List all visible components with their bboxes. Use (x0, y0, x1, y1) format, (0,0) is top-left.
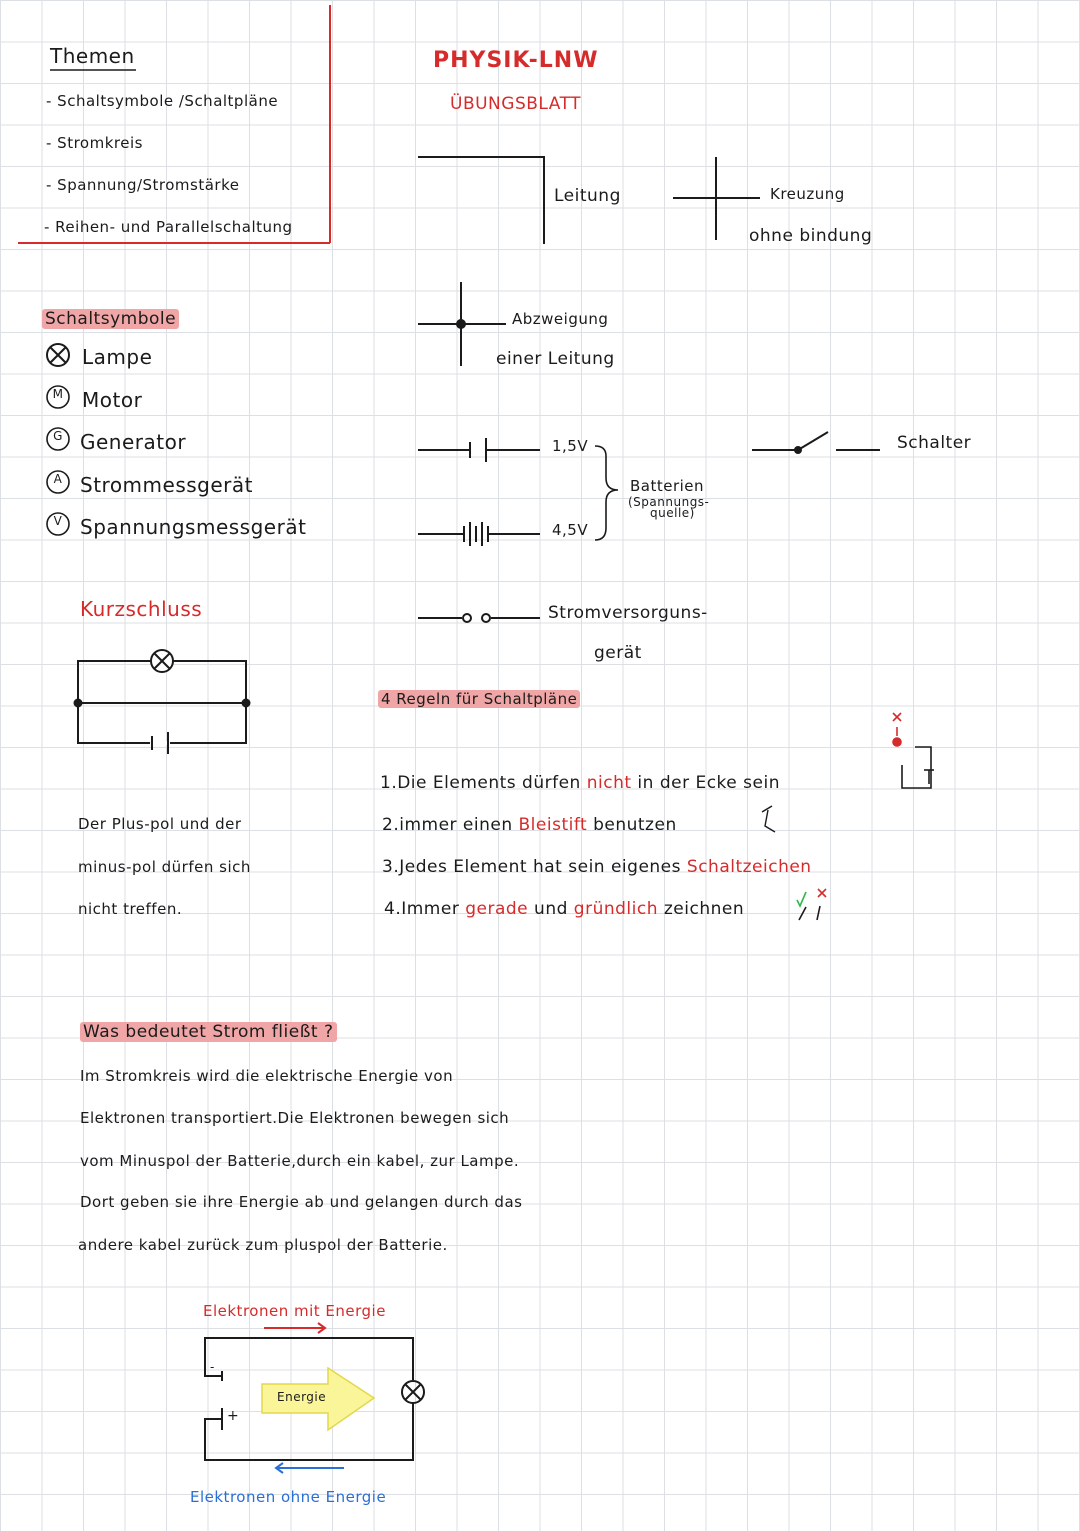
regel-2: 2.immer einen Bleistift benutzen (382, 815, 677, 835)
leitung-label: Leitung (554, 186, 621, 206)
kreuzung-symbol (673, 157, 760, 240)
kurzschluss-heading: Kurzschluss (80, 597, 203, 621)
batterien-note-2: quelle) (650, 506, 695, 520)
themen-item-3: - Spannung/Stromstärke (46, 176, 240, 194)
red-flow-arrow (264, 1323, 325, 1333)
lampe-symbol-icon (47, 344, 69, 366)
themen-heading: Themen (50, 44, 135, 68)
energie-label: Energie (277, 1390, 327, 1404)
corner-example-icon (902, 747, 934, 788)
battery-plus-sign: + (227, 1408, 240, 1424)
pencil-icon (762, 806, 775, 832)
schaltsymbole-heading: Schaltsymbole (42, 309, 179, 329)
ohne-bindung-label: ohne bindung (749, 226, 873, 246)
stromversorgung-label-1: Stromversorguns- (548, 603, 708, 623)
kurzschluss-circuit (75, 650, 250, 754)
kurzschluss-text-3: nicht treffen. (78, 900, 183, 918)
page-title: PHYSIK-LNW (433, 48, 599, 73)
regel-3: 3.Jedes Element hat sein eigenes Schaltzeichen (382, 857, 812, 877)
stromversorgung-symbol (418, 614, 540, 622)
einer-leitung-label: einer Leitung (496, 349, 615, 369)
motor-label: Motor (82, 388, 143, 412)
batterien-note-1: (Spannungs- (628, 495, 710, 509)
corner-example-marks (893, 713, 901, 746)
regel-1: 1.Die Elements dürfen nicht in der Ecke sein (380, 773, 780, 793)
check-cross-marks (797, 889, 826, 920)
battery-voltage-1: 1,5V (552, 437, 589, 455)
strom-line-5: andere kabel zurück zum pluspol der Batterie. (78, 1236, 448, 1254)
generator-letter: G (53, 429, 63, 443)
generator-label: Generator (80, 430, 187, 454)
motor-letter: M (52, 387, 64, 401)
kreuzung-label: Kreuzung (770, 185, 845, 203)
diagram-top-label: Elektronen mit Energie (203, 1302, 386, 1320)
themen-item-2: - Stromkreis (46, 134, 143, 152)
spannungsmessgeraet-label: Spannungsmessgerät (80, 515, 307, 539)
diagram-bottom-label: Elektronen ohne Energie (190, 1488, 387, 1506)
strom-line-4: Dort geben sie ihre Energie ab und gelangen durch das (80, 1193, 523, 1211)
regel-4: 4.Immer gerade und gründlich zeichnen (384, 899, 745, 919)
kurzschluss-text-2: minus-pol dürfen sich (78, 858, 251, 876)
leitung-symbol (418, 157, 544, 244)
strommessgeraet-label: Strommessgerät (80, 473, 253, 497)
lampe-label: Lampe (82, 345, 153, 369)
abzweigung-symbol (418, 282, 506, 366)
abzweigung-label: Abzweigung (512, 310, 609, 328)
themen-box-border (18, 5, 330, 243)
strommessgeraet-letter: A (53, 472, 63, 486)
regeln-heading: 4 Regeln für Schaltpläne (378, 690, 580, 708)
kurzschluss-text-1: Der Plus-pol und der (78, 815, 242, 833)
batterien-label: Batterien (630, 477, 705, 495)
battery-voltage-2: 4,5V (552, 521, 589, 539)
schalter-label: Schalter (897, 433, 972, 453)
strom-heading: Was bedeutet Strom fließt ? (80, 1022, 337, 1042)
blue-flow-arrow (276, 1463, 344, 1473)
battery-minus-sign: - (210, 1360, 215, 1374)
spannungsmessgeraet-letter: V (53, 514, 63, 528)
themen-item-4: - Reihen- und Parallelschaltung (44, 218, 293, 236)
page-subtitle: ÜBUNGSBLATT (450, 94, 582, 114)
battery-brace (595, 446, 618, 540)
strom-line-1: Im Stromkreis wird die elektrische Energie von (80, 1067, 454, 1085)
strom-line-3: vom Minuspol der Batterie,durch ein kabel, zur Lampe. (80, 1152, 520, 1170)
schalter-symbol (752, 432, 880, 453)
strom-line-2: Elektronen transportiert.Die Elektronen bewegen sich (80, 1109, 510, 1127)
battery-multi-symbol (418, 522, 540, 546)
battery-single-symbol (418, 438, 540, 462)
stromversorgung-label-2: gerät (594, 643, 642, 663)
themen-item-1: - Schaltsymbole /Schaltpläne (46, 92, 279, 110)
